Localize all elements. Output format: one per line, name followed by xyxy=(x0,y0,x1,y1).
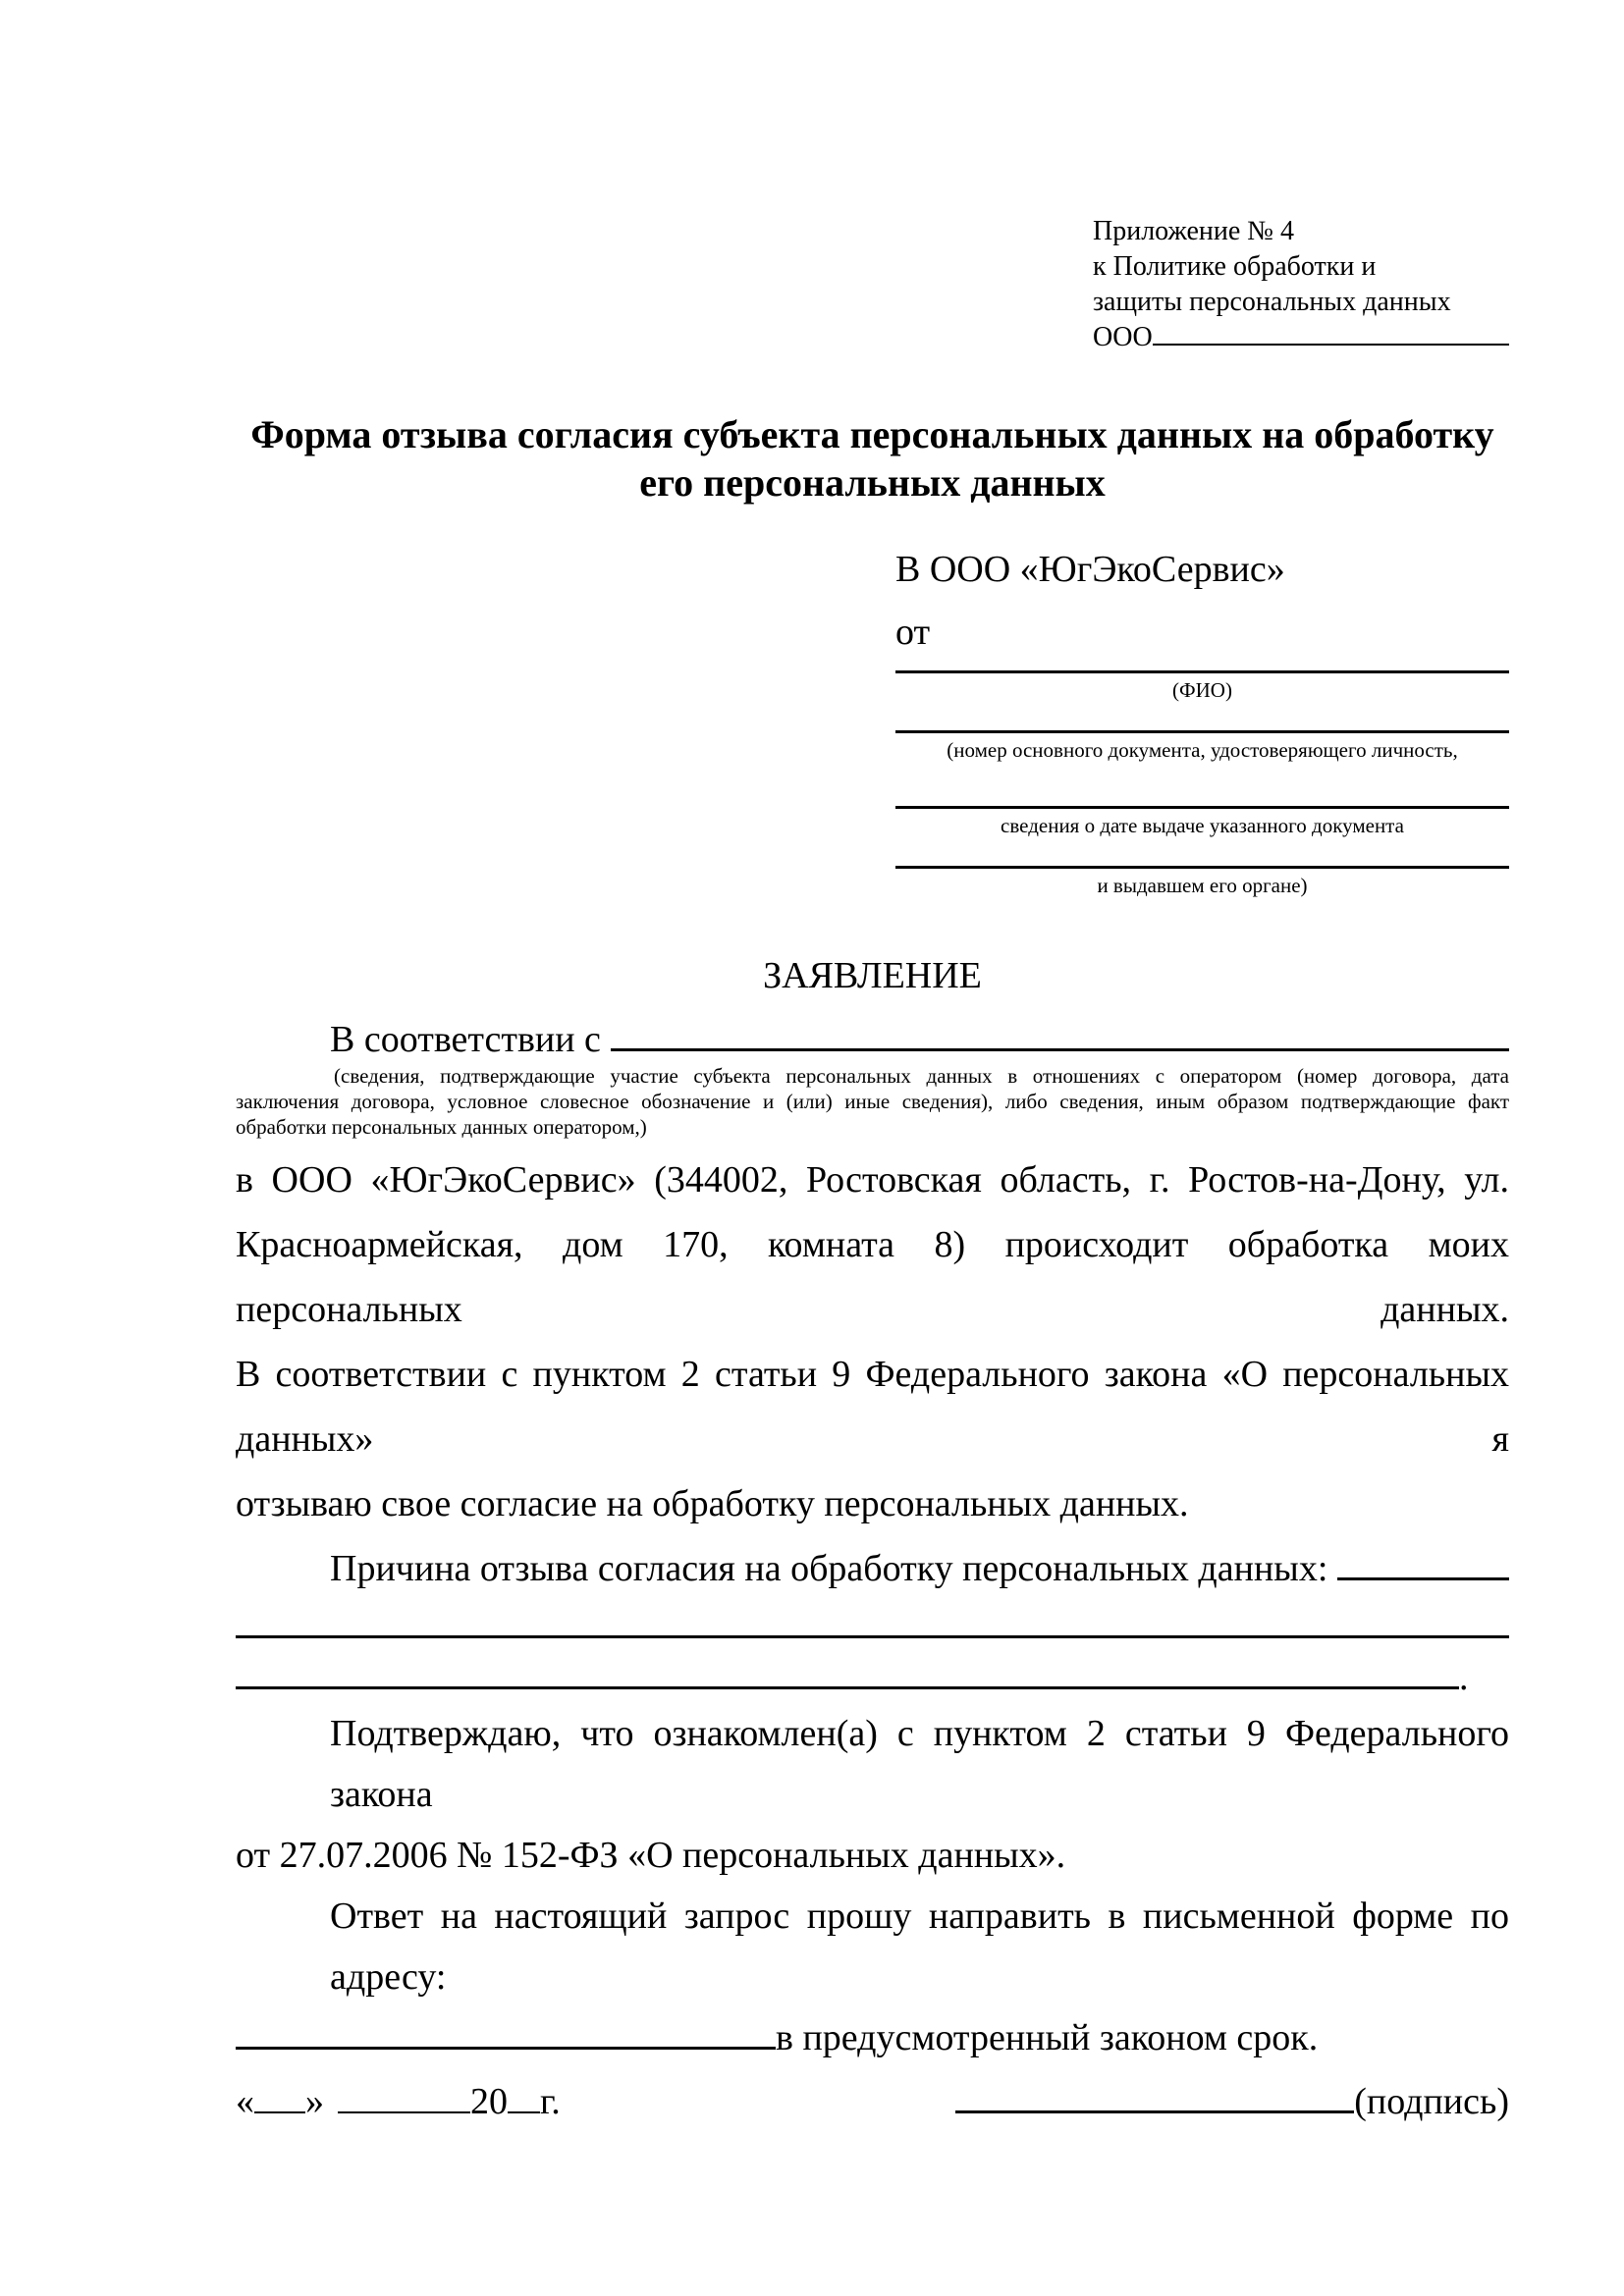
addressee-to: В ООО «ЮгЭкоСервис» xyxy=(895,549,1285,590)
processing-paragraph-line: в ООО «ЮгЭкоСервис» (344002, Ростовская область, г. Ростов-на-Дону, ул. xyxy=(236,1159,1509,1201)
reason-blank-2[interactable] xyxy=(236,1629,1509,1638)
date-open-quote: « xyxy=(236,2081,254,2122)
reason-row xyxy=(236,1536,1509,1601)
company-name-row xyxy=(1093,320,1509,355)
company-prefix-label: ООО xyxy=(1093,322,1153,352)
year-blank[interactable] xyxy=(508,2106,540,2113)
signature-caption: (подпись) xyxy=(1354,2081,1509,2122)
document-issuer-field xyxy=(895,866,1509,897)
document-title xyxy=(236,410,1509,507)
document-number-field xyxy=(895,730,1509,762)
reason-label: Причина отзыва согласия на обработку персональных данных: xyxy=(330,1548,1328,1589)
reason-trailing-period: . xyxy=(1459,1657,1469,1698)
accordance-row xyxy=(236,1018,1509,1061)
day-blank[interactable] xyxy=(254,2106,305,2113)
addressee-block xyxy=(895,548,1509,897)
processing-paragraph-line: В соответствии с пунктом 2 статьи 9 Федерального закона «О персональных данных» я xyxy=(236,1354,1509,1460)
fio-field xyxy=(895,670,1509,702)
date-close-quote: » xyxy=(305,2081,324,2122)
reply-address-row xyxy=(236,2007,1509,2068)
processing-paragraph-line: Красноармейская, дом 170, комната 8) происходит обработка моих персональных данных. xyxy=(236,1224,1509,1330)
reply-paragraph xyxy=(236,1886,1509,2068)
annex-header xyxy=(1093,214,1509,355)
month-blank[interactable] xyxy=(338,2106,470,2113)
company-name-blank[interactable] xyxy=(1153,338,1509,346)
document-date-field xyxy=(895,806,1509,837)
confirm-paragraph-line: Подтверждаю, что ознакомлен(а) с пунктом 2 статьи 9 Федерального закона xyxy=(330,1713,1509,1815)
date-year-suffix: г. xyxy=(540,2081,561,2122)
signature-field xyxy=(955,2080,1509,2123)
annex-header-line: к Политике обработки и xyxy=(1093,251,1377,282)
accordance-label: В соответствии с xyxy=(330,1019,601,1060)
document-title-line: Форма отзыва согласия субъекта персональных данных на обработку xyxy=(250,412,1494,456)
accordance-caption-line: обработки персональных данных оператором,) xyxy=(236,1115,647,1139)
accordance-caption-line: заключения договора, условное словесное обозначение и (или) иные сведения), либо сведения, иным образом подтверждающие факт xyxy=(236,1090,1509,1113)
reason-line-row xyxy=(236,1652,1509,1703)
accordance-details-blank[interactable] xyxy=(611,1042,1509,1051)
accordance-caption-line: (сведения, подтверждающие участие субъекта персональных данных в отношениях с оператором (номер договора, дата xyxy=(334,1064,1509,1088)
fio-field-caption: (ФИО) xyxy=(1172,678,1232,702)
reason-blank-3[interactable] xyxy=(236,1681,1459,1689)
date-field xyxy=(236,2080,561,2123)
date-century-label: 20 xyxy=(470,2081,508,2122)
statement-heading: ЗАЯВЛЕНИЕ xyxy=(763,955,982,996)
addressee-from-label: от xyxy=(895,612,931,653)
document-title-line: его персональных данных xyxy=(639,460,1106,505)
document-issuer-field-caption: и выдавшем его органе) xyxy=(1097,874,1308,897)
document-date-field-caption: сведения о дате выдаче указанного документа xyxy=(1001,814,1404,837)
processing-paragraph xyxy=(236,1148,1509,1536)
reply-address-blank[interactable] xyxy=(236,2041,776,2050)
annex-header-line: защиты персональных данных xyxy=(1093,287,1451,317)
confirm-paragraph xyxy=(236,1703,1509,1886)
document-number-field-caption: (номер основного документа, удостоверяющего личность, xyxy=(947,738,1458,762)
reply-paragraph-line: Ответ на настоящий запрос прошу направить в письменной форме по адресу: xyxy=(330,1896,1509,1998)
confirm-paragraph-line: от 27.07.2006 № 152-ФЗ «О персональных данных». xyxy=(236,1835,1066,1876)
processing-paragraph-line: отзываю свое согласие на обработку персональных данных. xyxy=(236,1483,1189,1524)
reason-line-row xyxy=(236,1601,1509,1652)
signature-blank[interactable] xyxy=(955,2105,1354,2113)
accordance-caption xyxy=(236,1063,1509,1140)
reason-blank-1[interactable] xyxy=(1337,1572,1509,1580)
annex-header-line: Приложение № 4 xyxy=(1093,216,1294,246)
footer-row xyxy=(236,2080,1509,2123)
reply-suffix: в предусмотренный законом срок. xyxy=(776,2017,1319,2058)
